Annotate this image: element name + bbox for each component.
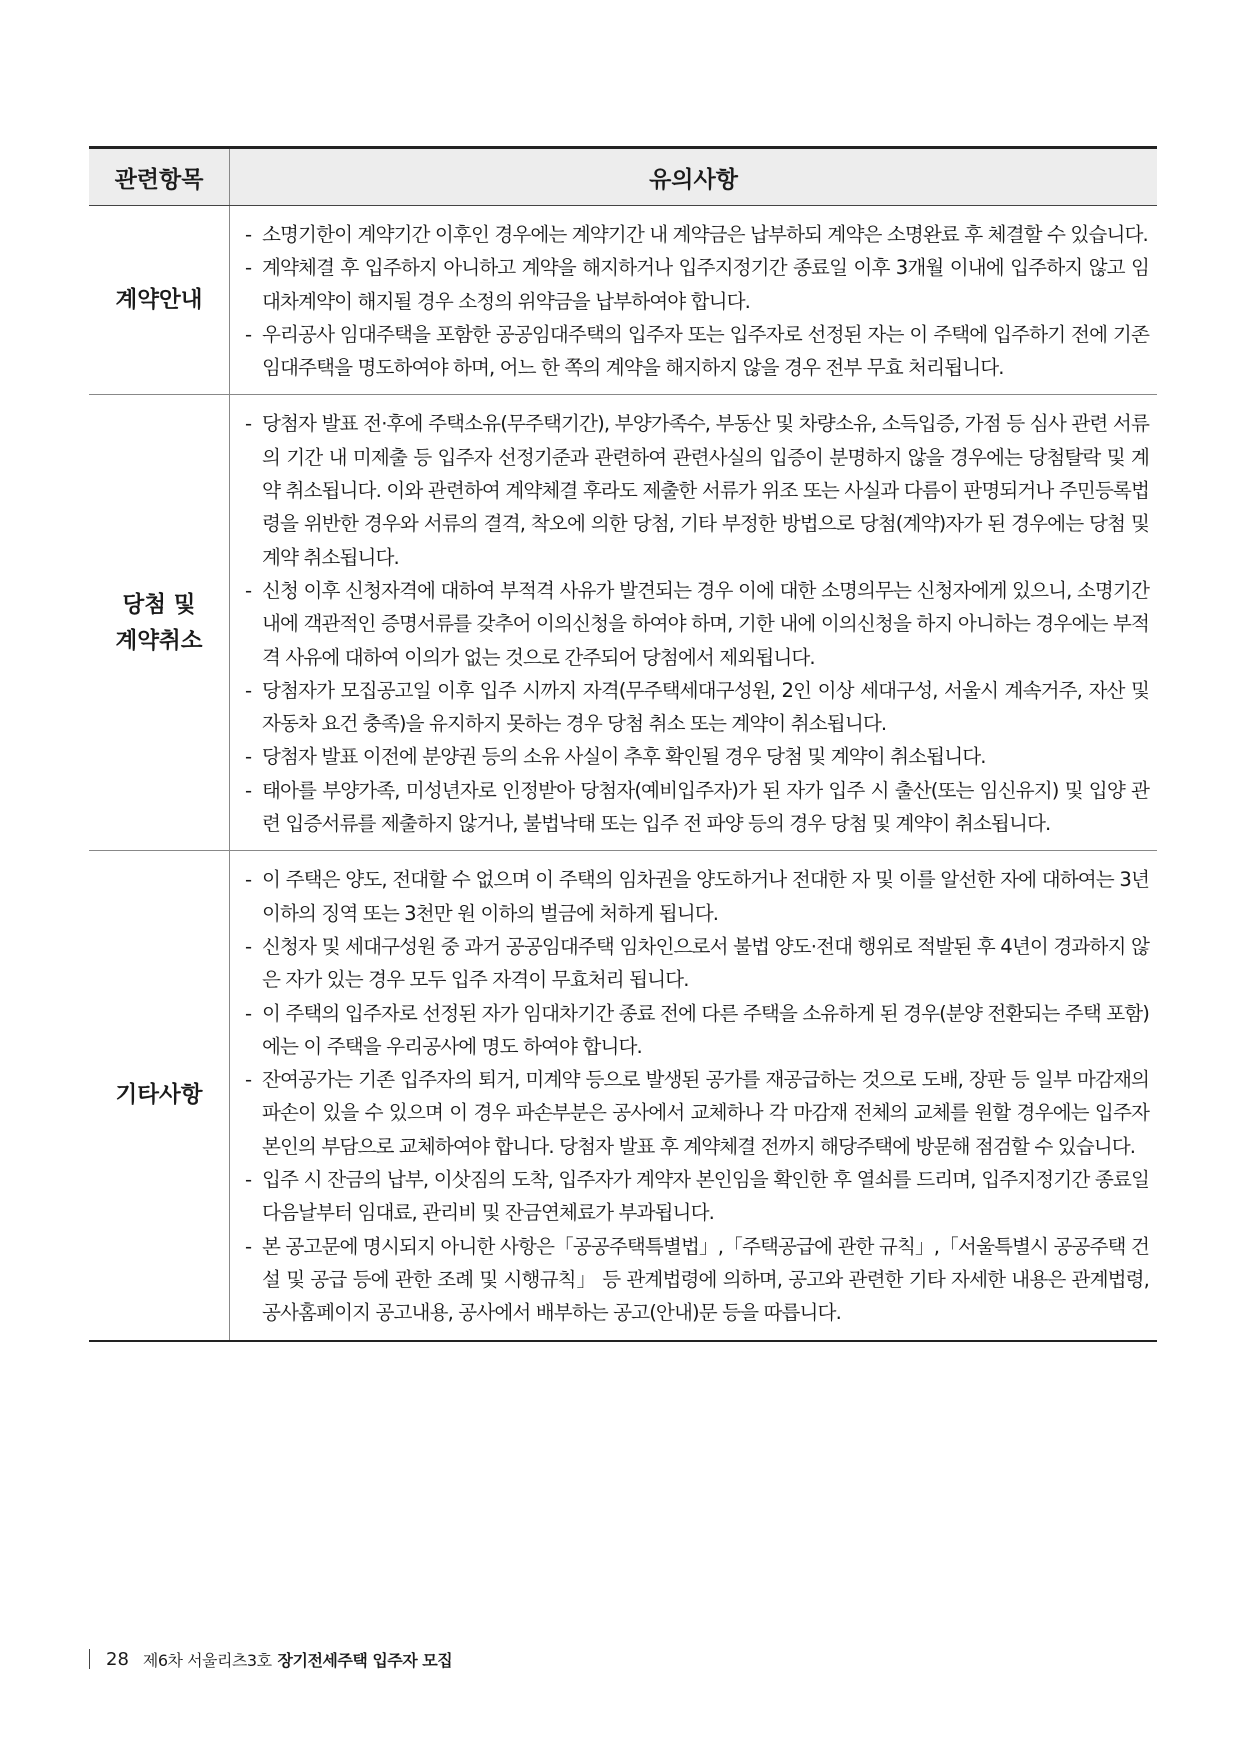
list-item: - 신청 이후 신청자격에 대하여 부적격 사유가 발견되는 경우 이에 대한 소명의무는 신청자에게 있으니, 소명기간 내에 객관적인 증명서류를 갖추어 이의신청을 하여야 하며, 기한 내에 이의신청을 하지 아니하는 경우에는 부적격 사유에 대하여 이의가 없는 것으로 간주되어 당첨에서 제외됩니다.	[242, 574, 1149, 674]
list-item: - 이 주택의 입주자로 선정된 자가 임대차기간 종료 전에 다른 주택을 소유하게 된 경우(분양 전환되는 주택 포함)에는 이 주택을 우리공사에 명도 하여야 합니다.	[242, 997, 1149, 1064]
list-item: - 당첨자 발표 이전에 분양권 등의 소유 사실이 추후 확인될 경우 당첨 및 계약이 취소됩니다.	[242, 740, 1149, 773]
notes-cell	[230, 851, 1158, 1341]
category-label: 당첨 및	[122, 591, 196, 618]
category-label: 계약안내	[115, 287, 203, 314]
list-item: - 잔여공가는 기존 입주자의 퇴거, 미계약 등으로 발생된 공가를 재공급하는 것으로 도배, 장판 등 일부 마감재의 파손이 있을 수 있으며 이 경우 파손부분은 공사에서 교체하나 각 마감재 전체의 교체를 원할 경우에는 입주자 본인의 부담으로 교체하여야 합니다. 당첨자 발표 후 계약체결 전까지 해당주택에 방문해 점검할 수 있습니다.	[242, 1063, 1149, 1163]
page-footer	[89, 1646, 452, 1672]
table-row	[89, 395, 1157, 851]
list-item: - 신청자 및 세대구성원 중 과거 공공임대주택 임차인으로서 불법 양도·전대 행위로 적발된 후 4년이 경과하지 않은 자가 있는 경우 모두 입주 자격이 무효처리 됩니다.	[242, 930, 1149, 997]
category-other	[89, 851, 230, 1341]
note-list	[242, 863, 1149, 1329]
notice-table	[89, 146, 1157, 1342]
note-list	[242, 407, 1149, 840]
footer-divider	[89, 1649, 90, 1669]
list-item: - 계약체결 후 입주하지 아니하고 계약을 해지하거나 입주지정기간 종료일 이후 3개월 이내에 입주하지 않고 임대차계약이 해지될 경우 소정의 위약금을 납부하여야 합니다.	[242, 251, 1149, 318]
list-item: - 본 공고문에 명시되지 아니한 사항은「공공주택특별법」,「주택공급에 관한 규칙」,「서울특별시 공공주택 건설 및 공급 등에 관한 조례 및 시행규칙」 등 관계법령에 의하며, 공고와 관련한 기타 자세한 내용은 관계법령, 공사홈페이지 공고내용, 공사에서 배부하는 공고(안내)문 등을 따릅니다.	[242, 1230, 1149, 1330]
table-header-row	[89, 148, 1157, 206]
list-item: - 입주 시 잔금의 납부, 이삿짐의 도착, 입주자가 계약자 본인임을 확인한 후 열쇠를 드리며, 입주지정기간 종료일 다음날부터 임대료, 관리비 및 잔금연체료가 부과됩니다.	[242, 1163, 1149, 1230]
notes-cell	[230, 206, 1158, 395]
document-title: 제6차 서울리츠3호	[142, 1650, 272, 1670]
list-item: - 소명기한이 계약기간 이후인 경우에는 계약기간 내 계약금은 납부하되 계약은 소명완료 후 체결할 수 있습니다.	[242, 218, 1149, 251]
notes-cell	[230, 395, 1158, 851]
list-item: - 이 주택은 양도, 전대할 수 없으며 이 주택의 임차권을 양도하거나 전대한 자 및 이를 알선한 자에 대하여는 3년 이하의 징역 또는 3천만 원 이하의 벌금에 처하게 됩니다.	[242, 863, 1149, 930]
category-label: 기타사항	[115, 1082, 203, 1109]
list-item: - 우리공사 임대주택을 포함한 공공임대주택의 입주자 또는 입주자로 선정된 자는 이 주택에 입주하기 전에 기존 임대주택을 명도하여야 하며, 어느 한 쪽의 계약을 해지하지 않을 경우 전부 무효 처리됩니다.	[242, 318, 1149, 385]
list-item: - 당첨자 발표 전·후에 주택소유(무주택기간), 부양가족수, 부동산 및 차량소유, 소득입증, 가점 등 심사 관련 서류의 기간 내 미제출 등 입주자 선정기준과 관련하여 관련사실의 입증이 분명하지 않을 경우에는 당첨탈락 및 계약 취소됩니다. 이와 관련하여 계약체결 후라도 제출한 서류가 위조 또는 사실과 다름이 판명되거나 주민등록법령을 위반한 경우와 서류의 결격, 착오에 의한 당첨, 기타 부정한 방법으로 당첨(계약)자가 된 경우에는 당첨 및 계약 취소됩니다.	[242, 407, 1149, 573]
document-title-bold: 장기전세주택 입주자 모집	[277, 1650, 453, 1670]
table-row	[89, 851, 1157, 1341]
table-row	[89, 206, 1157, 395]
category-contract-guide	[89, 206, 230, 395]
category-label: 계약취소	[115, 627, 203, 654]
header-notes: 유의사항	[230, 148, 1158, 206]
page-number: 28	[106, 1648, 129, 1670]
note-list	[242, 218, 1149, 384]
category-win-cancel	[89, 395, 230, 851]
list-item: - 당첨자가 모집공고일 이후 입주 시까지 자격(무주택세대구성원, 2인 이상 세대구성, 서울시 계속거주, 자산 및 자동차 요건 충족)을 유지하지 못하는 경우 당첨 취소 또는 계약이 취소됩니다.	[242, 674, 1149, 741]
header-category: 관련항목	[89, 148, 230, 206]
list-item: - 태아를 부양가족, 미성년자로 인정받아 당첨자(예비입주자)가 된 자가 입주 시 출산(또는 임신유지) 및 입양 관련 입증서류를 제출하지 않거나, 불법낙태 또는 입주 전 파양 등의 경우 당첨 및 계약이 취소됩니다.	[242, 774, 1149, 841]
